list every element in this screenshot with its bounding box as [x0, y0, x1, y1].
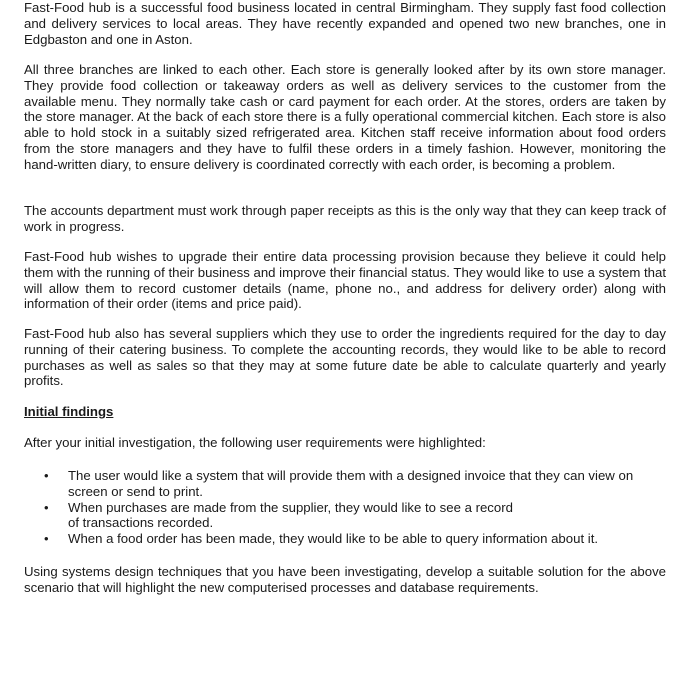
requirement-text: When a food order has been made, they would like to be able to query information about it. — [68, 531, 599, 547]
bullet-icon: • — [44, 499, 49, 515]
branches-paragraph: All three branches are linked to each other. Each store is generally looked after by its own store manager. They provide food collection or takeaway orders as well as delivery services to the customer from the available menu. They normally take cash or card payment for each order. At the stores, orders are taken by the store manager. At the back of each store there is a fully operational commercial kitchen. Each store is also able to hold stock in a suitably sized refrigerated area. Kitchen staff receive information about food orders from the store managers and they have to fulfil these orders in a timely fashion. However, monitoring the hand-written diary, to ensure delivery is coordinated correctly with each order, is becoming a problem. — [24, 62, 666, 172]
suppliers-paragraph: Fast-Food hub also has several suppliers which they use to order the ingredients required for the day to day running of their catering business. To complete the accounting records, they would like to be able to record purchases as well as sales so that they may at some future date be able to calculate quarterly and yearly profits. — [24, 326, 666, 389]
list-item — [24, 500, 652, 532]
list-item — [24, 468, 652, 500]
requirement-text: When purchases are made from the supplier, they would like to see a record of transactions recorded. — [68, 499, 513, 531]
accounts-paragraph: The accounts department must work through paper receipts as this is the only way that they can keep track of work in progress. — [24, 203, 666, 234]
upgrade-paragraph: Fast-Food hub wishes to upgrade their entire data processing provision because they believe it could help them with the running of their business and improve their financial status. They would like to use a system that will allow them to record customer details (name, phone no., and address for delivery order) along with information of their order (items and price paid). — [24, 249, 666, 312]
bullet-icon: • — [44, 531, 49, 547]
bullet-icon: • — [44, 468, 49, 483]
closing-paragraph: Using systems design techniques that you have been investigating, develop a suitable solution for the above scenario that will highlight the new computerised processes and database requirements. — [24, 564, 666, 595]
list-item — [24, 531, 652, 547]
initial-findings-heading: Initial findings — [24, 404, 114, 419]
findings-intro: After your initial investigation, the following user requirements were highlighted: — [24, 435, 486, 450]
intro-paragraph: Fast-Food hub is a successful food business located in central Birmingham. They supply fast food collection and delivery services to local areas. They have recently expanded and opened two new branches, one in Edgbaston and one in Aston. — [24, 0, 666, 47]
requirement-text: The user would like a system that will provide them with a designed invoice that they can view on screen or send to print. — [68, 468, 634, 499]
requirements-list — [24, 468, 652, 547]
